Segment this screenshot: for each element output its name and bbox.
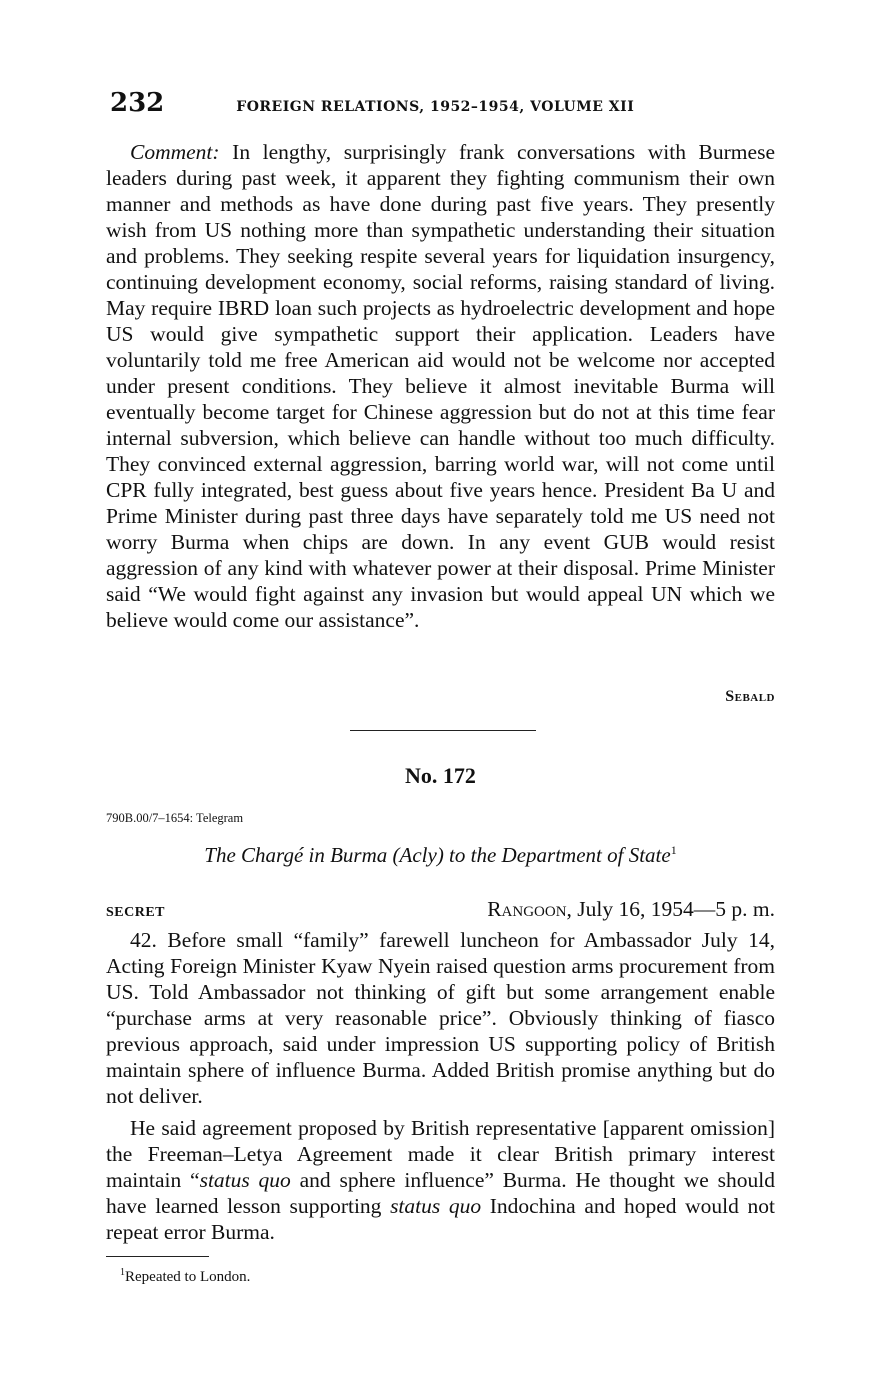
page-header <box>110 88 775 128</box>
footnote <box>120 1267 250 1286</box>
document-title-text: The Chargé in Burma (Acly) to the Department of State <box>204 843 671 867</box>
italic-phrase: status quo <box>390 1194 482 1218</box>
paragraph-text: Indochina and hoped would not repeat error Burma. <box>106 1194 776 1244</box>
dateline <box>106 897 775 922</box>
telegram-paragraph-1: 42. Before small “family” farewell luncheon for Ambassador July 14, Acting Foreign Minister Kyaw Nyein raised question arms procurement from US. Told Ambassador not thinking of gift but some arrangement enable “purchase arms at very reasonable price”. Obviously thinking of fiasco previous approach, said under impression US supporting policy of British maintain sphere of influence Burma. Added British promise anything but do not deliver. <box>106 928 775 1108</box>
comment-label: Comment: <box>130 140 220 164</box>
page-number: 232 <box>110 88 165 118</box>
paragraph-text: He said agreement proposed by British representative [apparent omission] the Freeman–Letya Agreement made it clear British primary interest maintain “ <box>106 1116 775 1192</box>
running-head: FOREIGN RELATIONS, 1952–1954, VOLUME XII <box>236 99 635 115</box>
footnote-reference: 1 <box>670 843 677 857</box>
place: Rangoon <box>487 897 567 921</box>
signature: Sebald <box>725 688 775 705</box>
telegram-paragraph-2 <box>106 1115 775 1245</box>
footnote-text: Repeated to London. <box>125 1269 251 1285</box>
file-reference: 790B.00/7–1654: Telegram <box>106 811 244 825</box>
comment-paragraph <box>106 139 775 633</box>
italic-phrase: status quo <box>199 1168 291 1192</box>
document-title <box>0 843 881 868</box>
section-divider <box>350 730 536 731</box>
paragraph-text: and sphere influence” Burma. He thought we should have learned lesson supporting <box>106 1168 775 1218</box>
footnote-mark: 1 <box>120 1267 125 1278</box>
comment-section <box>106 139 775 633</box>
comment-text: In lengthy, surprisingly frank conversations with Burmese leaders during past week, it apparent they fighting communism their own manner and methods as have done during past five years. They presently wish from US nothing more than sympathetic understanding their situation and problems. They seeking respite several years for liquidation insurgency, continuing development economy, social reforms, raising standard of living. May require IBRD loan such projects as hydroelectric development and hope US would give sympathetic support their application. Leaders have voluntarily told me free American aid would not be welcome nor accepted under present conditions. They believe it almost inevitable Burma will eventually become target for Chinese aggression but do not at this time fear internal subversion, which believe can handle without too much difficulty. They convinced external aggression, barring world war, will not come until CPR fully integrated, best guess about five years hence. President Ba U and Prime Minister during past three days have separately told me US need not worry Burma when chips are down. In any event GUB would resist aggression of any kind with whatever power at their disposal. Prime Minister said “We would fight against any invasion but would appeal UN which we believe would come our assistance”. <box>106 140 775 632</box>
document-number: No. 172 <box>405 763 476 788</box>
place-date <box>487 897 775 922</box>
footnote-divider <box>106 1256 209 1257</box>
classification-label: SECRET <box>106 905 166 920</box>
date: , July 16, 1954—5 p. m. <box>566 897 775 921</box>
telegram-body <box>106 927 775 1245</box>
